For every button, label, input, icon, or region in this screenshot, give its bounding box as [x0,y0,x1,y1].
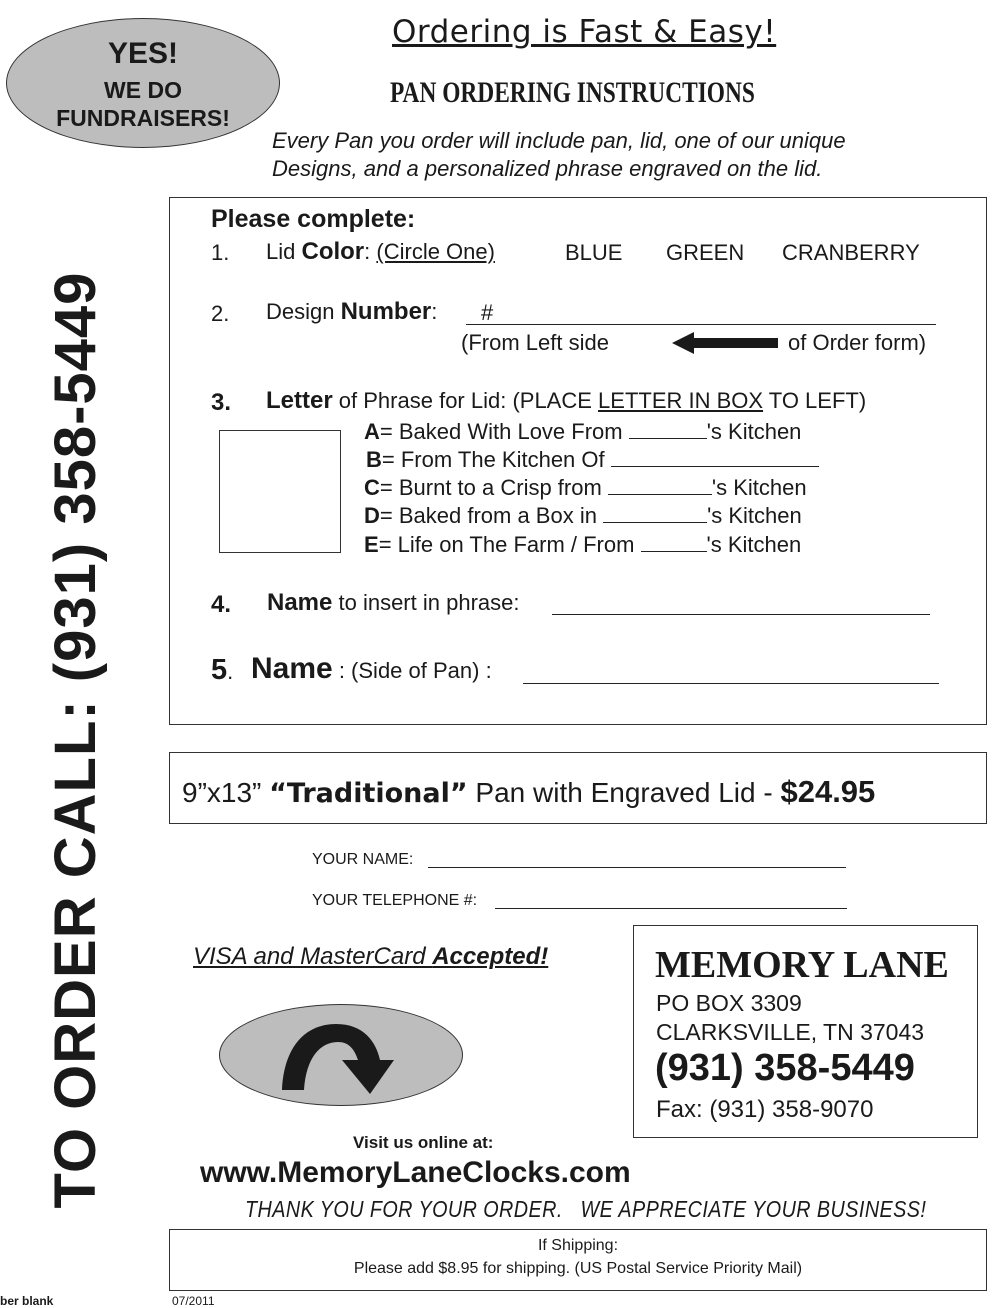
color-option-blue[interactable]: BLUE [565,240,623,265]
your-name-label: YOUR NAME: [312,851,414,868]
number-word: Number [340,298,432,325]
design-note-right: of Order form) [788,330,927,355]
name-word: Name [267,589,333,616]
accepted-word: Accepted! [432,943,549,970]
phrase-blank[interactable] [629,437,707,439]
phrase-instr-b: LETTER IN BOX [598,388,764,413]
side-call-text: TO ORDER CALL: (931) 358-5449 [43,271,108,1209]
product-line [182,774,875,810]
letter-phrase-label [266,387,866,415]
name-word: Name [251,652,333,685]
pan-model: “Traditional” [269,778,468,809]
design-note-left: (From Left side [461,330,609,355]
phrase-blank[interactable] [608,493,712,495]
fundraiser-badge [6,18,280,148]
pan-price: $24.95 [780,774,876,809]
phrase-instr-a: of Phrase for Lid: (PLACE [332,388,599,413]
phrase-blank[interactable] [641,550,707,552]
design-number-field[interactable] [466,324,936,325]
pan-description: Pan with Engraved Lid - [467,777,781,808]
phrase-option-e[interactable] [364,532,801,558]
curved-arrow-icon [276,1018,414,1098]
side-name-label [251,652,492,686]
item2-number: 2. [211,301,230,326]
phrase-text: = Baked With Love From [379,419,629,444]
company-phone: (931) 358-5449 [655,1047,915,1089]
intro-line1: Every Pan you order will include pan, lid, one of our unique [272,128,846,153]
right-arrow-icon [672,332,778,354]
insert-name-label [267,589,519,617]
phrase-option-a[interactable] [364,419,801,445]
badge-line2: WE DO [104,77,182,103]
phrase-letter: C [364,475,380,500]
page-title: Ordering is Fast & Easy! [392,14,777,50]
shipping-line1: If Shipping: [537,1237,619,1254]
company-address1: PO BOX 3309 [656,990,802,1016]
color-option-green[interactable]: GREEN [666,240,745,265]
item5-dot: . [227,659,234,684]
lid-word: Lid [266,239,302,264]
phrase-option-d[interactable] [364,503,802,529]
letter-box-input[interactable] [219,430,341,553]
phrase-suffix: 's Kitchen [706,532,802,557]
item5-number [211,654,233,687]
design-word: Design [266,299,341,324]
intro-line2: Designs, and a personalized phrase engraved on the lid. [272,156,823,181]
circle-one-note: (Circle One) [376,239,495,264]
item-lid-color [211,240,229,266]
your-phone-label: YOUR TELEPHONE #: [312,892,478,909]
phrase-letter: E [364,532,379,557]
phrase-text: = Baked from a Box in [379,503,604,528]
side-name-field[interactable] [523,683,939,684]
letter-word: Letter [266,387,333,414]
phrase-letter: B [366,447,382,472]
visit-online-label: Visit us online at: [353,1133,494,1152]
your-name-field[interactable] [428,867,846,868]
design-number-label [266,298,437,326]
company-address2: CLARKSVILLE, TN 37043 [656,1019,925,1045]
item4-number: 4. [211,591,232,618]
side-name-text: : (Side of Pan) : [332,658,492,683]
colon: : [431,299,438,324]
shipping-line2: Please add $8.95 for shipping. (US Postal Service Priority Mail) [353,1260,803,1277]
colon: : [364,239,377,264]
phrase-letter: A [364,419,380,444]
lid-color-label [266,238,495,266]
item5-digit: 5 [211,654,228,686]
pan-size: 9”x13” [182,777,270,808]
insert-name-field[interactable] [552,614,930,615]
footer-date: 07/2011 [172,1294,215,1308]
item3-number: 3. [211,389,232,416]
phrase-text: = Burnt to a Crisp from [379,475,608,500]
color-option-cranberry[interactable]: CRANBERRY [782,240,920,265]
phrase-suffix: 's Kitchen [706,419,802,444]
thank-you-message: THANK YOU FOR YOUR ORDER. WE APPRECIATE YOUR BUSINESS! [245,1196,927,1222]
badge-line3: FUNDRAISERS! [56,105,230,131]
phrase-blank[interactable] [611,465,819,467]
cards-accepted [193,943,548,971]
your-phone-field[interactable] [495,908,847,909]
color-word: Color [301,238,365,265]
website-link[interactable]: www.MemoryLaneClocks.com [200,1156,631,1189]
insert-name-text: to insert in phrase: [332,590,520,615]
phrase-option-b[interactable] [366,447,819,473]
page-subtitle: PAN ORDERING INSTRUCTIONS [390,76,755,109]
footer-left-text: ber blank [0,1294,54,1308]
form-heading: Please complete: [211,205,416,233]
company-fax: Fax: (931) 358-9070 [656,1096,874,1123]
phrase-suffix: 's Kitchen [707,503,802,528]
phrase-option-c[interactable] [364,475,807,501]
badge-line1: YES! [107,37,179,70]
card-brands: VISA and MasterCard [193,943,433,970]
phrase-blank[interactable] [603,521,707,523]
company-name: MEMORY LANE [655,944,949,986]
phrase-text: = Life on The Farm / From [378,532,641,557]
phrase-suffix: 's Kitchen [711,475,807,500]
phrase-letter: D [364,503,380,528]
hash-sign: # [481,300,494,325]
phrase-text: = From The Kitchen Of [381,447,611,472]
item1-number: 1. [211,240,230,265]
phrase-instr-c: TO LEFT) [763,388,867,413]
